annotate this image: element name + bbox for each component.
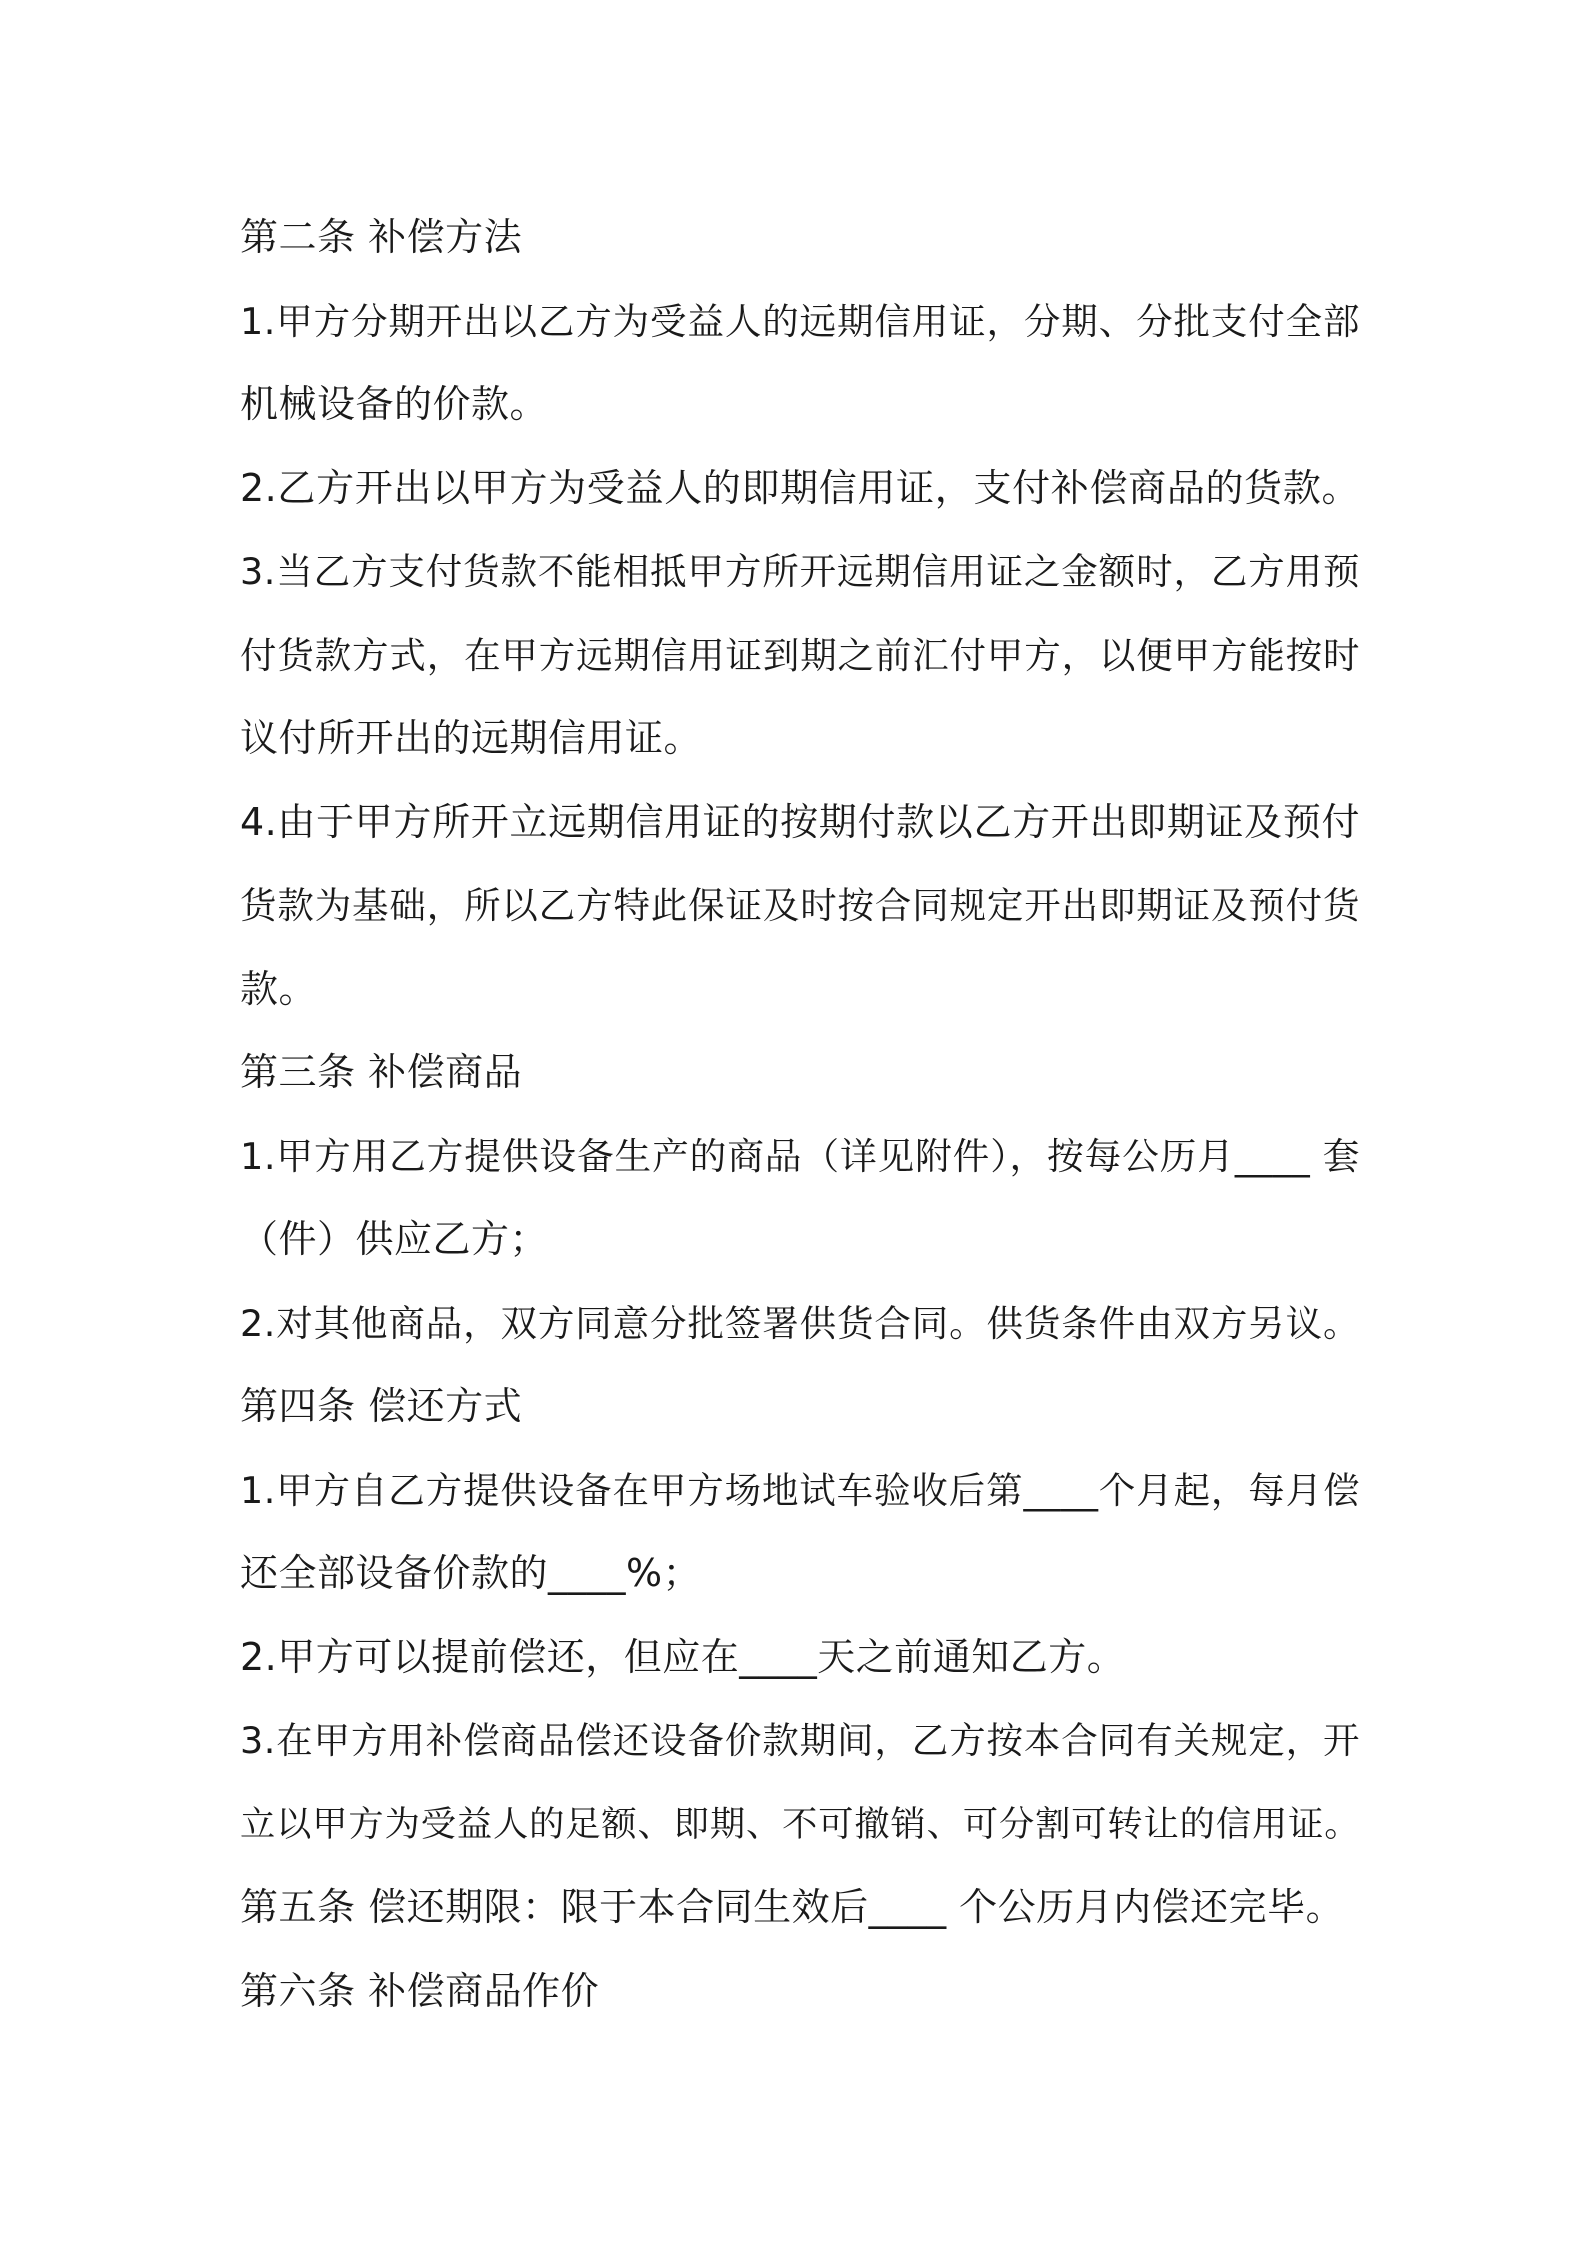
article-3-clause-1-line-1: 1.甲方用乙方提供设备生产的商品（详见附件），按每公历月____ 套	[240, 1134, 1360, 1178]
article-2-clause-4-line-2: 货款为基础，所以乙方特此保证及时按合同规定开出即期证及预付货	[240, 884, 1360, 927]
article-2-clause-4-line-1: 4.由于甲方所开立远期信用证的按期付款以乙方开出即期证及预付	[240, 799, 1360, 844]
article-6-heading: 第六条 补偿商品作价	[240, 1968, 600, 2013]
article-3-clause-2: 2.对其他商品，双方同意分批签署供货合同。供货条件由双方另议。	[240, 1301, 1360, 1345]
article-4-clause-3-line-1: 3.在甲方用补偿商品偿还设备价款期间，乙方按本合同有关规定，开	[240, 1719, 1360, 1762]
article-2-clause-2: 2.乙方开出以甲方为受益人的即期信用证，支付补偿商品的货款。	[240, 465, 1360, 510]
article-2-clause-3-line-3: 议付所开出的远期信用证。	[240, 716, 703, 760]
article-2-clause-1-line-2: 机械设备的价款。	[240, 382, 549, 426]
article-2-clause-3-line-1: 3.当乙方支付货款不能相抵甲方所开远期信用证之金额时，乙方用预	[240, 550, 1360, 593]
article-5-heading: 第五条 偿还期限：限于本合同生效后____ 个公历月内偿还完毕。	[240, 1885, 1345, 1929]
article-4-heading: 第四条 偿还方式	[240, 1384, 523, 1428]
article-3-clause-1-line-2: （件）供应乙方；	[240, 1217, 549, 1261]
article-4-clause-2: 2.甲方可以提前偿还，但应在____天之前通知乙方。	[240, 1634, 1126, 1679]
article-3-heading: 第三条 补偿商品	[240, 1050, 523, 1094]
article-4-clause-1-line-2: 还全部设备价款的____%；	[240, 1551, 702, 1595]
article-4-clause-1-line-1: 1.甲方自乙方提供设备在甲方场地试车验收后第____个月起，每月偿	[240, 1468, 1360, 1512]
article-2-clause-1-line-1: 1.甲方分期开出以乙方为受益人的远期信用证，分期、分批支付全部	[240, 299, 1360, 343]
article-2-heading: 第二条 补偿方法	[240, 215, 523, 259]
contract-body	[240, 196, 1360, 2033]
article-2-clause-3-line-2: 付货款方式，在甲方远期信用证到期之前汇付甲方，以便甲方能按时	[240, 633, 1360, 677]
article-4-clause-3-line-2: 立以甲方为受益人的足额、即期、不可撤销、可分割可转让的信用证。	[240, 1803, 1360, 1845]
article-2-clause-4-line-3: 款。	[240, 966, 318, 1011]
